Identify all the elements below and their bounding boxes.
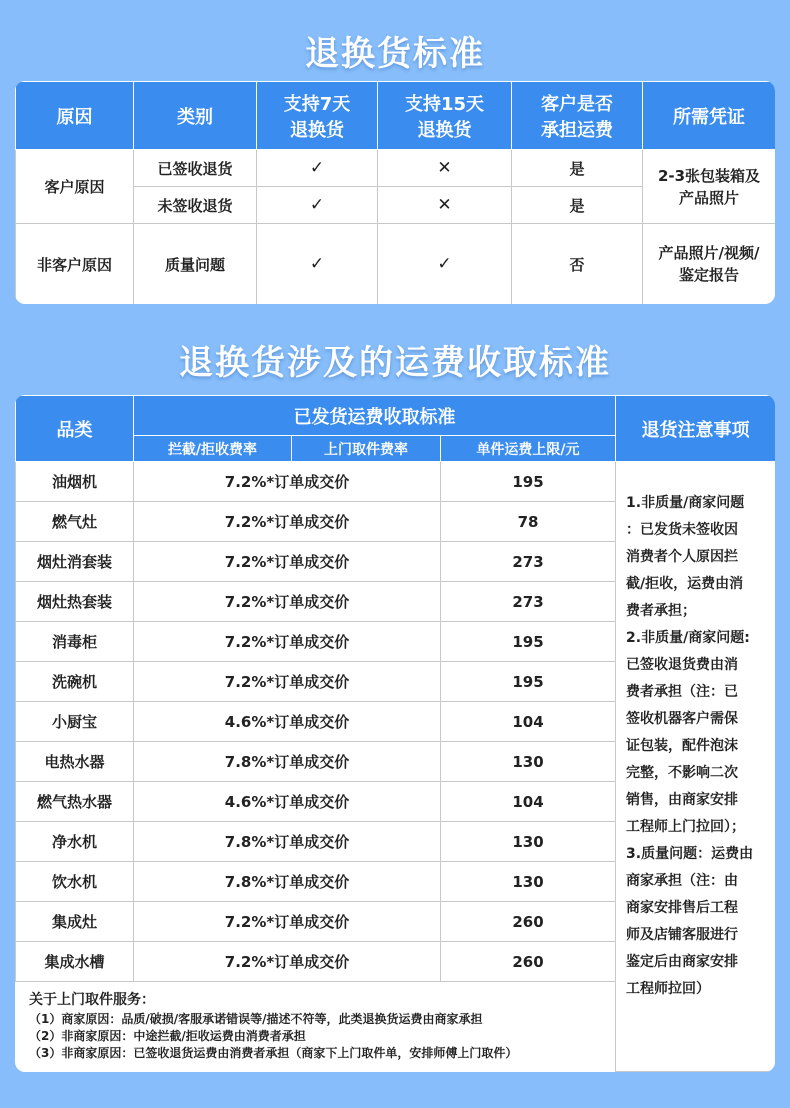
header-customer-pays: 客户是否 承担运费 <box>512 82 643 150</box>
fee-rate-cell: 7.2%*订单成交价 <box>134 502 441 542</box>
product-category-cell: 烟灶热套装 <box>16 582 134 622</box>
fee-limit-cell: 260 <box>441 942 616 982</box>
header-fee-limit: 单件运费上限/元 <box>441 436 616 462</box>
fee-limit-cell: 104 <box>441 702 616 742</box>
pickup-note-1: （1）商家原因：品质/破损/客服承诺错误等/描述不符等，此类退换货运费由商家承担 <box>29 1012 483 1026</box>
fee-table-row <box>16 462 776 502</box>
product-category-cell: 电热水器 <box>16 742 134 782</box>
product-category-cell: 燃气热水器 <box>16 782 134 822</box>
product-category-cell: 消毒柜 <box>16 622 134 662</box>
header-product-category: 品类 <box>16 396 134 462</box>
customer-pays-value: 是 <box>512 187 643 224</box>
check-icon: ✓ <box>257 150 378 187</box>
fee-rate-cell: 4.6%*订单成交价 <box>134 782 441 822</box>
header-7day: 支持7天 退换货 <box>257 82 378 150</box>
return-standard-title: 退换货标准 <box>305 34 485 74</box>
fee-rate-cell: 7.2%*订单成交价 <box>134 542 441 582</box>
fee-limit-cell: 273 <box>441 582 616 622</box>
product-category-cell: 集成灶 <box>16 902 134 942</box>
customer-pays-value: 否 <box>512 224 643 305</box>
fee-limit-cell: 104 <box>441 782 616 822</box>
check-icon: ✓ <box>257 187 378 224</box>
header-15day: 支持15天 退换货 <box>378 82 512 150</box>
shipping-fee-table-panel <box>15 395 775 1072</box>
fee-limit-cell: 130 <box>441 822 616 862</box>
pickup-service-notes <box>15 987 615 1064</box>
fee-limit-cell: 130 <box>441 742 616 782</box>
product-category-cell: 燃气灶 <box>16 502 134 542</box>
check-icon: ✓ <box>257 224 378 305</box>
cross-icon: ✕ <box>378 187 512 224</box>
product-category-cell: 油烟机 <box>16 462 134 502</box>
fee-limit-cell: 195 <box>441 662 616 702</box>
shipping-fee-title: 退换货涉及的运费收取标准 <box>179 343 611 383</box>
return-standard-table-panel <box>15 81 775 304</box>
reason-non-customer: 非客户原因 <box>16 224 134 305</box>
shipping-fee-table <box>15 395 775 1072</box>
fee-limit-cell: 195 <box>441 462 616 502</box>
pickup-note-2: （2）非商家原因：中途拦截/拒收运费由消费者承担 <box>29 1029 306 1043</box>
product-category-cell: 小厨宝 <box>16 702 134 742</box>
customer-pays-value: 是 <box>512 150 643 187</box>
check-icon: ✓ <box>378 224 512 305</box>
fee-limit-cell: 260 <box>441 902 616 942</box>
cross-icon: ✕ <box>378 150 512 187</box>
fee-limit-cell: 130 <box>441 862 616 902</box>
proof-customer: 2-3张包装箱及 产品照片 <box>643 150 776 224</box>
fee-rate-cell: 7.2%*订单成交价 <box>134 462 441 502</box>
fee-limit-cell: 195 <box>441 622 616 662</box>
fee-rate-cell: 7.2%*订单成交价 <box>134 582 441 622</box>
return-standard-table <box>15 81 775 304</box>
category-unsigned-return: 未签收退货 <box>134 187 257 224</box>
proof-non-customer: 产品照片/视频/ 鉴定报告 <box>643 224 776 305</box>
fee-rate-cell: 7.2%*订单成交价 <box>134 662 441 702</box>
product-category-cell: 净水机 <box>16 822 134 862</box>
fee-limit-cell: 273 <box>441 542 616 582</box>
fee-rate-cell: 7.8%*订单成交价 <box>134 822 441 862</box>
header-pickup-rate: 上门取件费率 <box>292 436 441 462</box>
header-reason: 原因 <box>16 82 134 150</box>
fee-rate-cell: 7.2%*订单成交价 <box>134 942 441 982</box>
product-category-cell: 洗碗机 <box>16 662 134 702</box>
fee-rate-cell: 7.2%*订单成交价 <box>134 622 441 662</box>
product-category-cell: 烟灶消套装 <box>16 542 134 582</box>
header-shipped-fee-standard: 已发货运费收取标准 <box>134 396 616 436</box>
header-proof: 所需凭证 <box>643 82 776 150</box>
fee-rate-cell: 7.8%*订单成交价 <box>134 742 441 782</box>
fee-rate-cell: 7.8%*订单成交价 <box>134 862 441 902</box>
return-notes-cell: 1.非质量/商家问题 ：已发货未签收因 消费者个人原因拦 截/拒收，运费由消 费者承担； 2.非质量/商家问题: 已签收退货费由消 费者承担（注：已 签收机器客户需保 证包装，配件泡沫 完整，不影响二次 销售，由商家安排 工程师上门拉回）； 3.质量问题：运费由 商家承担（注：由 商家安排售后工程 师及店铺客服进行 鉴定后由商家安排 工程师拉回） <box>616 462 775 1072</box>
header-category: 类别 <box>134 82 257 150</box>
category-signed-return: 已签收退货 <box>134 150 257 187</box>
pickup-note-3: （3）非商家原因：已签收退货运费由消费者承担（商家下上门取件单，安排师傅上门取件） <box>29 1046 518 1060</box>
category-quality-issue: 质量问题 <box>134 224 257 305</box>
reason-customer: 客户原因 <box>16 150 134 224</box>
fee-rate-cell: 4.6%*订单成交价 <box>134 702 441 742</box>
header-intercept-rate: 拦截/拒收费率 <box>134 436 292 462</box>
product-category-cell: 集成水槽 <box>16 942 134 982</box>
fee-limit-cell: 78 <box>441 502 616 542</box>
pickup-service-title: 关于上门取件服务： <box>29 992 155 1008</box>
header-return-notes: 退货注意事项 <box>616 396 775 462</box>
product-category-cell: 饮水机 <box>16 862 134 902</box>
fee-rate-cell: 7.2%*订单成交价 <box>134 902 441 942</box>
